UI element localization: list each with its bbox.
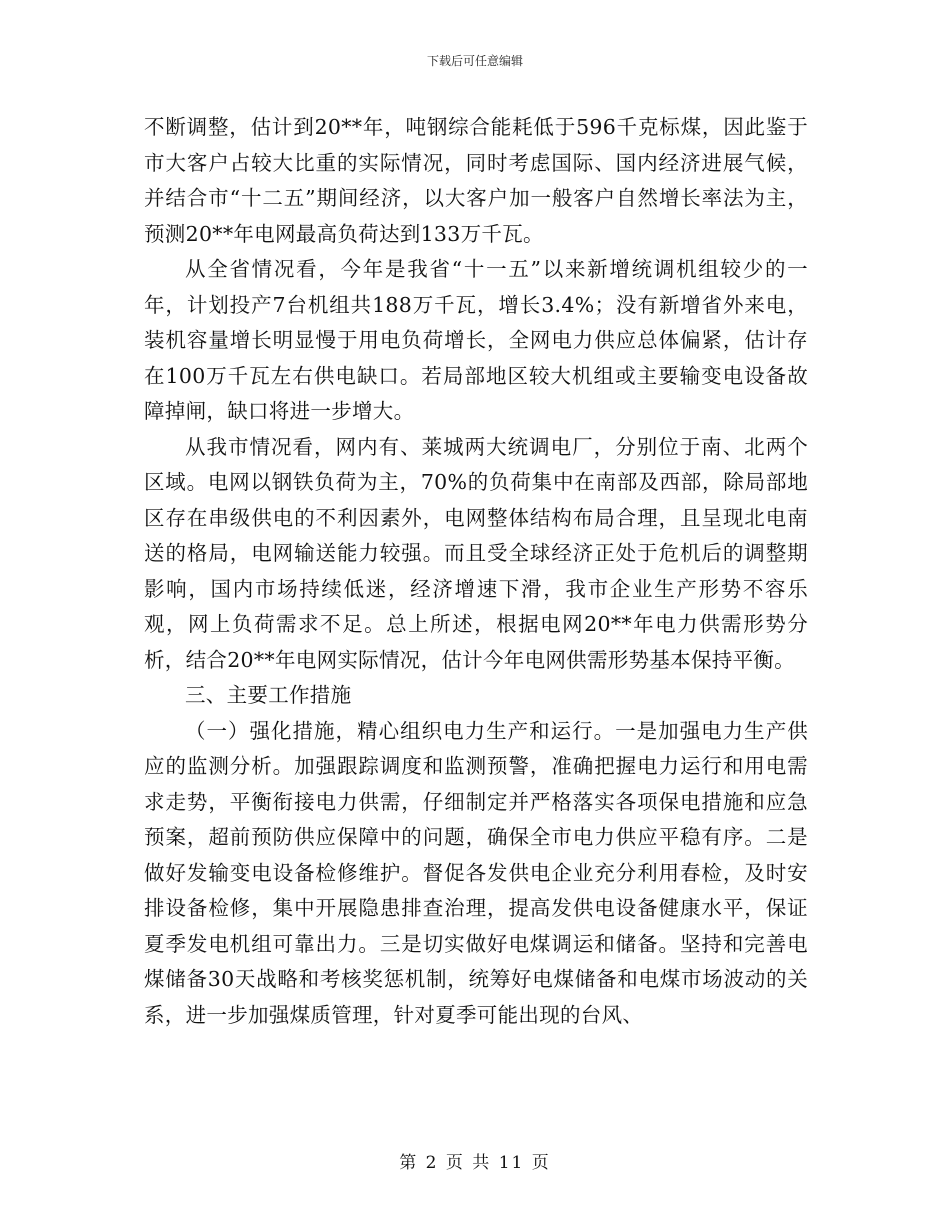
page-footer: 第 2 页 共 11 页 [399,1153,551,1173]
page-header: 下载后可任意编辑 [426,54,523,68]
section-heading: 三、主要工作措施 [185,683,352,707]
paragraph-measures: （一）强化措施，精心组织电力生产和运行。一是加强电力生产供应的监测分析。加强跟踪调度和监测预警，准确把握电力运行和用电需求走势，平衡衔接电力供需，仔细制定并严格落实各项保电措施和应急预案，超前预防供应保障中的问题，确保全市电力供应平稳有序。二是做好发输变电设备检修维护。督促各发供电企业充分利用春检，及时安排设备检修，集中开展隐患排查治理，提高发供电设备健康水平，保证夏季发电机组可靠出力。三是切实做好电煤调运和储备。坚持和完善电煤储备30天战略和考核奖惩机制，统筹好电煤储备和电煤市场波动的关系，进一步加强煤质管理，针对夏季可能出现的台风、 [144,718,808,1027]
paragraph-city: 从我市情况看，网内有、莱城两大统调电厂，分别位于南、北两个区域。电网以钢铁负荷为主，70%的负荷集中在南部及西部，除局部地区存在串级供电的不利因素外，电网整体结构布局合理，且呈现北电南送的格局，电网输送能力较强。而且受全球经济正处于危机后的调整期影响，国内市场持续低迷，经济增速下滑，我市企业生产形势不容乐观，网上负荷需求不足。总上所述，根据电网20**年电力供需形势分析，结合20**年电网实际情况，估计今年电网供需形势基本保持平衡。 [144,434,808,672]
paragraph-continued: 不断调整，估计到20**年，吨钢综合能耗低于596千克标煤，因此鉴于市大客户占较大比重的实际情况，同时考虑国际、国内经济进展气候，并结合市“十二五”期间经济，以大客户加一般客户自然增长率法为主，预测20**年电网最高负荷达到133万千瓦。 [144,115,808,246]
paragraph-province: 从全省情况看，今年是我省“十一五”以来新增统调机组较少的一年，计划投产7台机组共188万千瓦，增长3.4%；没有新增省外来电，装机容量增长明显慢于用电负荷增长，全网电力供应总体偏紧，估计存在100万千瓦左右供电缺口。若局部地区较大机组或主要输变电设备故障掉闸，缺口将进一步增大。 [144,257,808,423]
document-body [144,110,808,1033]
